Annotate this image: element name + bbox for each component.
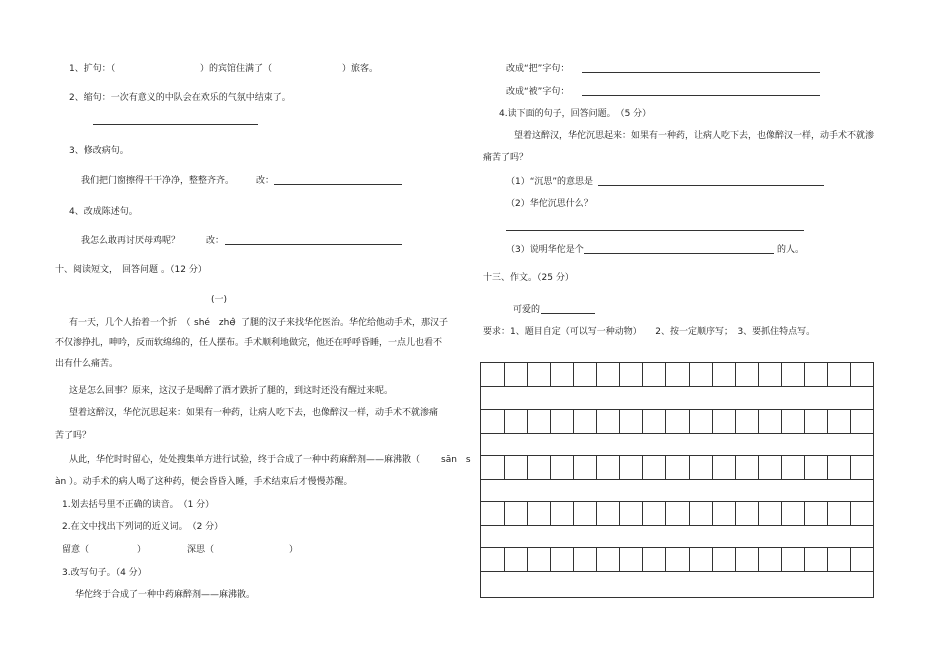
- q3-label: 3、修改病句。: [69, 146, 129, 156]
- ba-answer-line[interactable]: [582, 72, 820, 73]
- essay-grid-cell-divider: [596, 363, 597, 386]
- essay-grid-cell-divider: [550, 410, 551, 433]
- para2: 这是怎么回事？原来，这汉子是喝醉了酒才跌折了腿的，到这时还没有醒过来呢。: [69, 386, 394, 396]
- read-q2-word2-end: ）: [289, 545, 299, 555]
- essay-grid-cell-divider: [550, 363, 551, 386]
- q4-sentence: 我怎么敢再讨厌母鸡呢？: [81, 236, 181, 246]
- essay-grid-cell-divider: [781, 363, 782, 386]
- essay-grid-cell-divider: [619, 456, 620, 479]
- essay-grid-cell-divider: [758, 548, 759, 571]
- essay-grid-cell-divider: [527, 548, 528, 571]
- q4-answer-line[interactable]: [225, 244, 402, 245]
- essay-grid-row[interactable]: [481, 363, 873, 387]
- read-q3-sentence: 华佗终于合成了一种中药麻醉剂——麻沸散。: [75, 590, 256, 600]
- essay-grid-cell-divider: [689, 410, 690, 433]
- essay-grid-cell-divider: [689, 456, 690, 479]
- essay-grid-cell-divider: [827, 363, 828, 386]
- essay-grid-cell-divider: [850, 502, 851, 525]
- essay-grid-cell-divider: [850, 456, 851, 479]
- essay-grid-cell-divider: [665, 410, 666, 433]
- essay-grid-cell-divider: [735, 410, 736, 433]
- bei-answer-line[interactable]: [582, 95, 820, 96]
- essay-grid-cell-divider: [781, 410, 782, 433]
- essay-grid-cell-divider: [596, 456, 597, 479]
- para4-pinyin1: sān s: [441, 455, 471, 465]
- q2-answer-line[interactable]: [93, 124, 258, 125]
- para1-pinyin: shé zhé: [194, 318, 235, 328]
- para1-d: 出有什么痛苦。: [55, 359, 119, 369]
- essay-grid-cell-divider: [504, 502, 505, 525]
- essay-grid-cell-divider: [712, 410, 713, 433]
- para1-a: 有一天，几个人抬着一个折 （: [69, 318, 191, 328]
- essay-grid-cell-divider: [596, 410, 597, 433]
- right-q4-sentence-a: 望着这醉汉，华佗沉思起来：如果有一种药，让病人吃下去，也像醉汉一样，动手术不就渗: [514, 131, 875, 141]
- right-q4-sentence-b: 痛苦了吗？: [483, 153, 529, 163]
- essay-grid-cell-divider: [573, 456, 574, 479]
- para4-pinyin2: àn: [55, 477, 67, 487]
- essay-grid-cell-divider: [804, 363, 805, 386]
- para3-b: 苦了吗？: [55, 431, 92, 441]
- para1-b: ）了腿的汉子来找华佗医治。华佗给他动手术，那汉子: [232, 318, 449, 328]
- essay-grid-cell-divider: [781, 502, 782, 525]
- q1-mid: ）的宾馆住满了（: [200, 64, 273, 74]
- essay-grid-cell-divider: [689, 363, 690, 386]
- q2-label: 2、缩句：一次有意义的中队会在欢乐的气氛中结束了。: [69, 93, 291, 103]
- essay-grid-cell-divider: [735, 456, 736, 479]
- para4-a: 从此，华佗时时留心，处处搜集单方进行试验，终于合成了一种中药麻醉剂——麻沸散（: [69, 455, 421, 465]
- essay-grid-cell-divider: [665, 502, 666, 525]
- essay-grid-cell-divider: [804, 548, 805, 571]
- para1-c: 不仅渗挣扎，呻吟，反而软绵绵的，任人摆布。手术顺利地做完，他还在呼呼昏睡，一点儿也看不: [55, 338, 443, 348]
- essay-grid-cell-divider: [735, 363, 736, 386]
- essay-grid-cell-divider: [758, 502, 759, 525]
- right-q4-label: 4.读下面的句子，回答问题。 （5 分）: [499, 109, 652, 119]
- essay-grid-cell-divider: [665, 456, 666, 479]
- section10-label: 十、阅读短文，: [55, 265, 119, 275]
- essay-grid-cell-divider: [527, 410, 528, 433]
- essay-title-line[interactable]: [541, 313, 595, 314]
- essay-grid-cell-divider: [527, 502, 528, 525]
- essay-grid-cell-divider: [827, 548, 828, 571]
- essay-grid-cell-divider: [573, 363, 574, 386]
- section10-score: 。（12 分）: [161, 265, 207, 275]
- essay-grid-cell-divider: [735, 548, 736, 571]
- essay-grid-cell-divider: [781, 456, 782, 479]
- essay-grid-cell-divider: [689, 502, 690, 525]
- q4-label: 4、改成陈述句。: [69, 207, 138, 217]
- essay-grid-cell-divider: [573, 410, 574, 433]
- sub-q3-end: 的人。: [777, 245, 805, 255]
- sub-q3-answer-line[interactable]: [584, 253, 774, 254]
- essay-grid-cell-divider: [573, 548, 574, 571]
- read-q2-word2: 深思（: [187, 545, 215, 555]
- essay-grid-cell-divider: [504, 410, 505, 433]
- read-q2-word1-end: ）: [137, 545, 147, 555]
- read-q2-word1: 留意（: [62, 545, 90, 555]
- essay-grid-cell-divider: [665, 363, 666, 386]
- sub-q3-label: （3）说明华佗是个: [506, 245, 584, 255]
- essay-grid-cell-divider: [527, 456, 528, 479]
- essay-grid-row[interactable]: [481, 455, 873, 480]
- read-q3: 3.改写句子。（4 分）: [62, 568, 147, 578]
- essay-grid-cell-divider: [550, 548, 551, 571]
- essay-grid-row[interactable]: [481, 409, 873, 434]
- sub-q1-label: （1）“沉思”的意思是: [506, 177, 594, 187]
- section13-label: 十三、作文。（25 分）: [483, 273, 574, 283]
- essay-grid-cell-divider: [804, 502, 805, 525]
- essay-grid-cell-divider: [850, 410, 851, 433]
- essay-title-prefix: 可爱的: [513, 305, 541, 315]
- essay-grid-cell-divider: [665, 548, 666, 571]
- sub-q2-label: （2）华佗沉思什么？: [506, 199, 593, 209]
- sub-q1-answer-line[interactable]: [598, 185, 824, 186]
- essay-writing-grid[interactable]: [480, 362, 874, 598]
- essay-grid-cell-divider: [712, 363, 713, 386]
- bei-sentence-label: 改成“被”字句：: [506, 87, 570, 97]
- essay-grid-cell-divider: [689, 548, 690, 571]
- essay-grid-cell-divider: [735, 502, 736, 525]
- essay-grid-cell-divider: [850, 548, 851, 571]
- essay-grid-cell-divider: [642, 456, 643, 479]
- essay-grid-cell-divider: [596, 548, 597, 571]
- essay-grid-cell-divider: [781, 548, 782, 571]
- essay-grid-cell-divider: [758, 410, 759, 433]
- essay-grid-cell-divider: [850, 363, 851, 386]
- sub-q2-answer-line[interactable]: [506, 230, 804, 231]
- essay-grid-cell-divider: [804, 456, 805, 479]
- q4-fix-label: 改：: [206, 236, 225, 246]
- essay-grid-cell-divider: [550, 502, 551, 525]
- para4-b: ）。动手术的病人喝了这种药，便会昏昏入睡，手术结束后才慢慢苏醒。: [69, 477, 353, 487]
- q1-end: ）旅客。: [342, 64, 379, 74]
- essay-grid-cell-divider: [642, 363, 643, 386]
- essay-grid-cell-divider: [642, 410, 643, 433]
- q3-answer-line[interactable]: [274, 184, 402, 185]
- essay-grid-cell-divider: [504, 456, 505, 479]
- essay-grid-cell-divider: [642, 548, 643, 571]
- essay-grid-cell-divider: [827, 502, 828, 525]
- essay-requirements: 要求：1、题目自定（可以写一种动物） 2、按一定顺序写； 3、要抓住特点写。: [483, 327, 816, 337]
- essay-grid-cell-divider: [712, 548, 713, 571]
- essay-grid-cell-divider: [712, 502, 713, 525]
- q1-label: 1、扩句：（: [69, 64, 116, 74]
- essay-grid-cell-divider: [758, 456, 759, 479]
- essay-grid-cell-divider: [619, 363, 620, 386]
- essay-grid-cell-divider: [550, 456, 551, 479]
- essay-grid-cell-divider: [804, 410, 805, 433]
- part-number: (一): [211, 295, 228, 305]
- essay-grid-cell-divider: [573, 502, 574, 525]
- q3-sentence: 我们把门窗擦得干干净净，整整齐齐。: [81, 176, 235, 186]
- essay-grid-row[interactable]: [481, 501, 873, 526]
- essay-grid-cell-divider: [712, 456, 713, 479]
- section10-label2: 回答问题: [122, 265, 159, 275]
- essay-grid-cell-divider: [758, 363, 759, 386]
- essay-grid-row[interactable]: [481, 547, 873, 572]
- essay-grid-cell-divider: [527, 363, 528, 386]
- essay-grid-cell-divider: [827, 410, 828, 433]
- q3-fix-label: 改：: [256, 176, 275, 186]
- essay-grid-cell-divider: [596, 502, 597, 525]
- essay-grid-cell-divider: [619, 502, 620, 525]
- ba-sentence-label: 改成“把”字句：: [506, 64, 570, 74]
- essay-grid-cell-divider: [504, 548, 505, 571]
- essay-grid-cell-divider: [619, 548, 620, 571]
- essay-grid-cell-divider: [619, 410, 620, 433]
- essay-grid-cell-divider: [827, 456, 828, 479]
- read-q2: 2.在文中找出下列词的近义词。 （2 分）: [62, 522, 224, 532]
- essay-grid-cell-divider: [642, 502, 643, 525]
- read-q1: 1.划去括号里不正确的读音。 （1 分）: [62, 500, 215, 510]
- essay-grid-cell-divider: [504, 363, 505, 386]
- para3-a: 望着这醉汉，华佗沉思起来：如果有一种药，让病人吃下去，也像醉汉一样，动手术不就渗痛: [69, 408, 439, 418]
